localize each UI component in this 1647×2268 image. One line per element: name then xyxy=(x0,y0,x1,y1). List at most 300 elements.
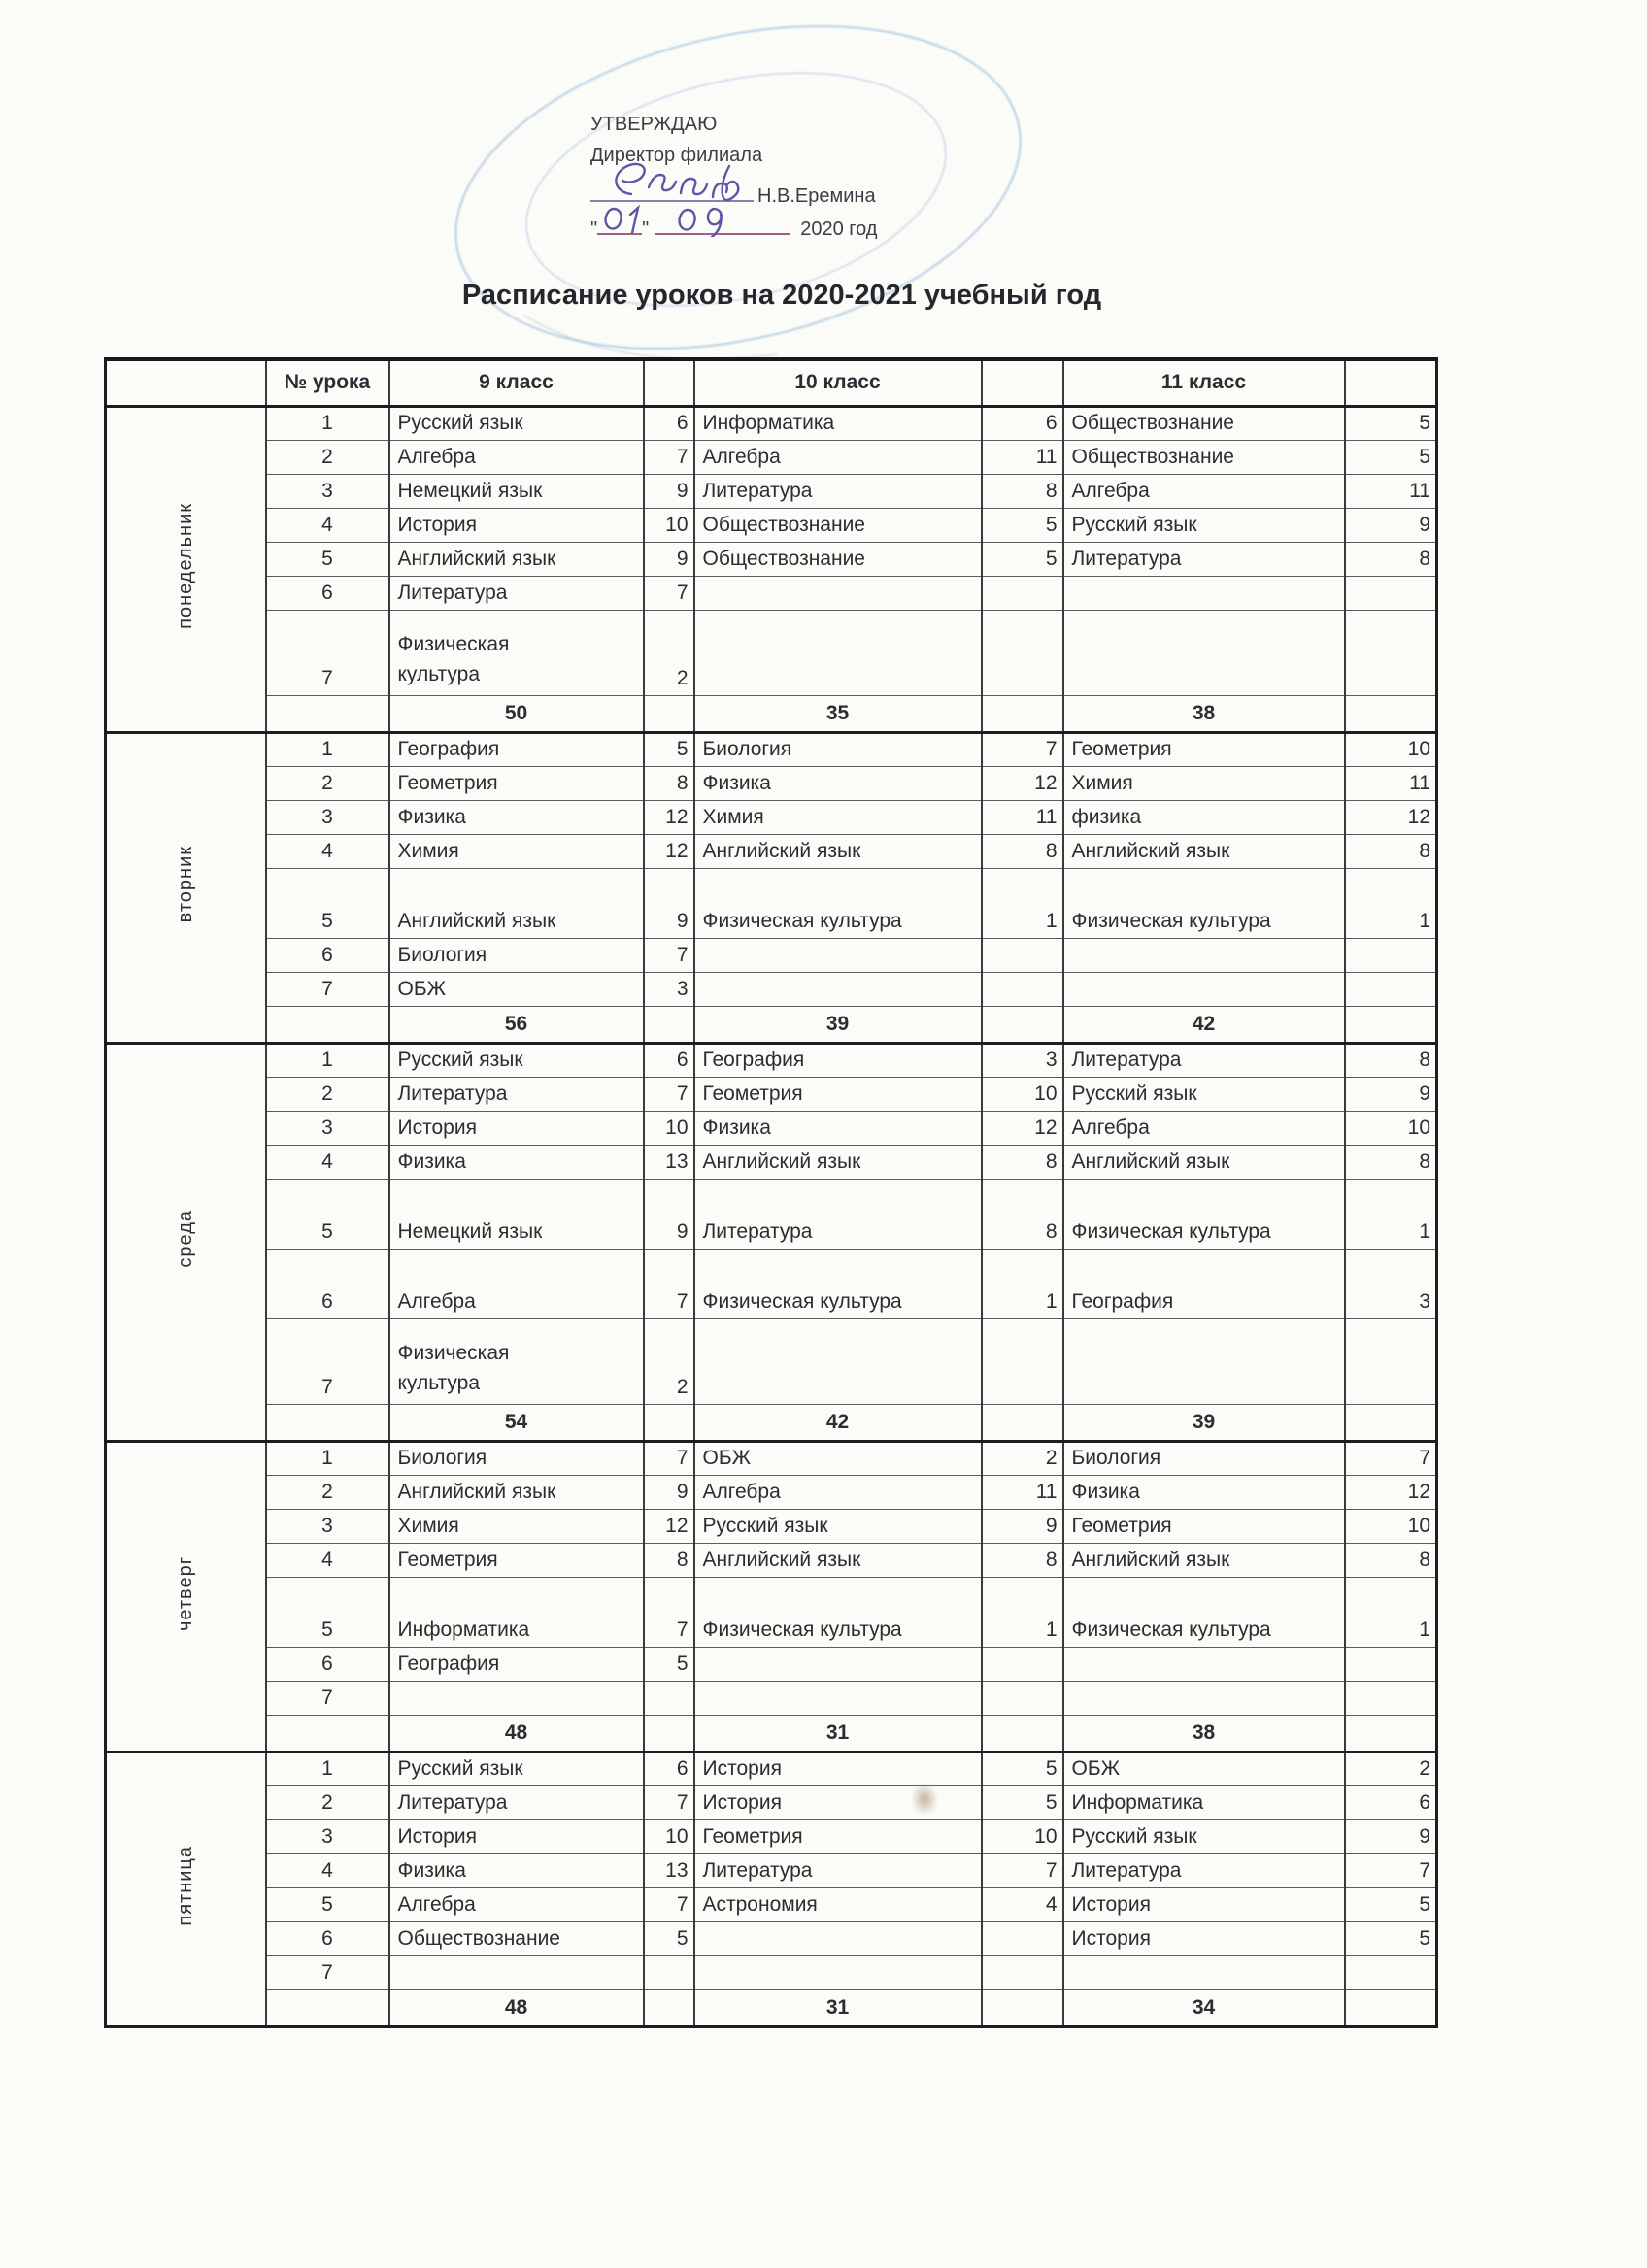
subject-11-cell: Алгебра xyxy=(1063,1111,1345,1145)
schedule-row xyxy=(106,834,1437,868)
subject-11-cell: ОБЖ xyxy=(1063,1751,1345,1785)
room-header-empty xyxy=(1345,359,1437,406)
schedule-row xyxy=(106,1819,1437,1853)
lesson-number-cell: 3 xyxy=(266,800,389,834)
col-header-grade11: 11 класс xyxy=(1063,359,1345,406)
room-9-cell: 7 xyxy=(644,938,694,972)
lesson-number-cell: 2 xyxy=(266,1077,389,1111)
room-10-cell: 6 xyxy=(982,406,1063,440)
room-10-cell: 12 xyxy=(982,1111,1063,1145)
total-grade10: 31 xyxy=(694,1715,982,1751)
room-10-cell: 5 xyxy=(982,508,1063,542)
total-grade9: 50 xyxy=(389,695,644,732)
subject-9-cell: История xyxy=(389,508,644,542)
room-10-cell: 4 xyxy=(982,1887,1063,1921)
room-9-cell: 7 xyxy=(644,1249,694,1318)
room-10-cell xyxy=(982,1681,1063,1715)
total-grade11: 42 xyxy=(1063,1006,1345,1043)
col-header-grade9: 9 класс xyxy=(389,359,644,406)
room-10-cell: 8 xyxy=(982,1145,1063,1179)
col-header-grade10: 10 класс xyxy=(694,359,982,406)
room-11-cell xyxy=(1345,1955,1437,1989)
room-10-cell xyxy=(982,972,1063,1006)
subject-10-cell: ОБЖ xyxy=(694,1441,982,1475)
subject-9-cell xyxy=(389,1955,644,1989)
header-row xyxy=(106,359,1437,406)
subject-10-cell xyxy=(694,1318,982,1404)
day-cell xyxy=(106,406,266,732)
subject-9-cell: Английский язык xyxy=(389,1475,644,1509)
subject-10-cell xyxy=(694,576,982,610)
lesson-number-cell: 2 xyxy=(266,1785,389,1819)
page-title: Расписание уроков на 2020-2021 учебный год xyxy=(461,280,1102,311)
room-9-cell: 9 xyxy=(644,1179,694,1249)
room-10-cell: 5 xyxy=(982,542,1063,576)
totals-empty-cell xyxy=(266,1989,389,2026)
room-9-cell: 9 xyxy=(644,1475,694,1509)
handwritten-day-digits xyxy=(601,204,644,235)
subject-9-cell: Геометрия xyxy=(389,766,644,800)
room-9-cell: 10 xyxy=(644,1819,694,1853)
subject-10-cell: Литература xyxy=(694,1853,982,1887)
subject-11-cell: История xyxy=(1063,1887,1345,1921)
schedule-row xyxy=(106,1077,1437,1111)
schedule-row xyxy=(106,1921,1437,1955)
totals-row xyxy=(106,695,1437,732)
subject-11-cell: Обществознание xyxy=(1063,406,1345,440)
room-11-cell: 11 xyxy=(1345,766,1437,800)
schedule-row xyxy=(106,1441,1437,1475)
subject-11-cell xyxy=(1063,1681,1345,1715)
room-9-cell: 7 xyxy=(644,1887,694,1921)
schedule-row xyxy=(106,938,1437,972)
subject-11-cell xyxy=(1063,1318,1345,1404)
subject-9-cell: Биология xyxy=(389,938,644,972)
totals-empty-cell xyxy=(982,1404,1063,1441)
lesson-number-cell: 1 xyxy=(266,1751,389,1785)
subject-10-cell: История xyxy=(694,1785,982,1819)
total-grade11: 34 xyxy=(1063,1989,1345,2026)
room-9-cell: 6 xyxy=(644,406,694,440)
subject-9-cell: Геометрия xyxy=(389,1543,644,1577)
room-11-cell: 2 xyxy=(1345,1751,1437,1785)
subject-10-cell: Обществознание xyxy=(694,508,982,542)
room-9-cell: 6 xyxy=(644,1043,694,1077)
subject-9-cell: География xyxy=(389,1647,644,1681)
schedule-row xyxy=(106,800,1437,834)
room-11-cell: 3 xyxy=(1345,1249,1437,1318)
room-10-cell: 11 xyxy=(982,800,1063,834)
totals-empty-cell xyxy=(982,1989,1063,2026)
subject-9-cell: Русский язык xyxy=(389,1751,644,1785)
subject-10-cell: Информатика xyxy=(694,406,982,440)
room-9-cell: 2 xyxy=(644,610,694,695)
totals-empty-cell xyxy=(644,1404,694,1441)
room-11-cell: 8 xyxy=(1345,1043,1437,1077)
room-header-empty xyxy=(982,359,1063,406)
room-10-cell xyxy=(982,1955,1063,1989)
subject-10-cell: Биология xyxy=(694,732,982,766)
room-10-cell: 5 xyxy=(982,1751,1063,1785)
lesson-number-cell: 7 xyxy=(266,972,389,1006)
room-9-cell: 8 xyxy=(644,766,694,800)
subject-9-cell: Физика xyxy=(389,1145,644,1179)
subject-10-cell: Физика xyxy=(694,1111,982,1145)
room-11-cell: 1 xyxy=(1345,1179,1437,1249)
subject-9-cell: Немецкий язык xyxy=(389,1179,644,1249)
day-block xyxy=(106,406,1437,732)
subject-11-cell: Химия xyxy=(1063,766,1345,800)
room-10-cell: 8 xyxy=(982,474,1063,508)
room-11-cell: 5 xyxy=(1345,1887,1437,1921)
totals-empty-cell xyxy=(644,695,694,732)
subject-10-cell: Физическая культура xyxy=(694,1249,982,1318)
subject-11-cell xyxy=(1063,938,1345,972)
subject-11-cell: История xyxy=(1063,1921,1345,1955)
subject-10-cell: Химия xyxy=(694,800,982,834)
subject-11-cell xyxy=(1063,576,1345,610)
day-label: среда xyxy=(174,1210,196,1268)
room-10-cell: 11 xyxy=(982,440,1063,474)
room-9-cell: 13 xyxy=(644,1145,694,1179)
subject-10-cell: Английский язык xyxy=(694,1145,982,1179)
room-11-cell xyxy=(1345,1681,1437,1715)
room-10-cell: 9 xyxy=(982,1509,1063,1543)
subject-10-cell: Английский язык xyxy=(694,834,982,868)
schedule-row xyxy=(106,972,1437,1006)
total-grade9: 48 xyxy=(389,1989,644,2026)
room-11-cell: 9 xyxy=(1345,508,1437,542)
day-cell xyxy=(106,1043,266,1441)
subject-10-cell xyxy=(694,610,982,695)
lesson-number-cell: 4 xyxy=(266,508,389,542)
schedule-row xyxy=(106,474,1437,508)
col-header-lesson: № урока xyxy=(266,359,389,406)
subject-10-cell: Литература xyxy=(694,474,982,508)
room-9-cell: 9 xyxy=(644,868,694,938)
schedule-row xyxy=(106,1751,1437,1785)
day-label: пятница xyxy=(174,1846,196,1926)
lesson-number-cell: 6 xyxy=(266,576,389,610)
lesson-number-cell: 3 xyxy=(266,474,389,508)
schedule-row xyxy=(106,1475,1437,1509)
totals-empty-cell xyxy=(644,1006,694,1043)
subject-11-cell: География xyxy=(1063,1249,1345,1318)
subject-11-cell: Английский язык xyxy=(1063,1543,1345,1577)
subject-9-cell: Алгебра xyxy=(389,1887,644,1921)
room-header-empty xyxy=(644,359,694,406)
totals-empty-cell xyxy=(266,1404,389,1441)
room-9-cell: 7 xyxy=(644,440,694,474)
room-10-cell: 11 xyxy=(982,1475,1063,1509)
room-9-cell: 10 xyxy=(644,508,694,542)
lesson-number-cell: 1 xyxy=(266,406,389,440)
day-cell xyxy=(106,1441,266,1751)
subject-11-cell: Литература xyxy=(1063,542,1345,576)
schedule-row xyxy=(106,508,1437,542)
day-block xyxy=(106,1751,1437,2026)
room-10-cell xyxy=(982,1318,1063,1404)
room-11-cell xyxy=(1345,610,1437,695)
subject-9-cell: Алгебра xyxy=(389,1249,644,1318)
handwritten-signature xyxy=(602,155,757,206)
lesson-number-cell: 6 xyxy=(266,938,389,972)
lesson-number-cell: 5 xyxy=(266,1577,389,1647)
room-11-cell: 1 xyxy=(1345,1577,1437,1647)
day-block xyxy=(106,1043,1437,1441)
lesson-number-cell: 4 xyxy=(266,1145,389,1179)
room-10-cell: 8 xyxy=(982,1179,1063,1249)
subject-11-cell: Геометрия xyxy=(1063,732,1345,766)
signature-line xyxy=(590,171,754,202)
room-9-cell xyxy=(644,1681,694,1715)
subject-10-cell: Английский язык xyxy=(694,1543,982,1577)
subject-9-cell: Информатика xyxy=(389,1577,644,1647)
room-11-cell: 1 xyxy=(1345,868,1437,938)
room-9-cell: 6 xyxy=(644,1751,694,1785)
paper-stain xyxy=(911,1783,938,1816)
subject-9-cell: История xyxy=(389,1819,644,1853)
subject-10-cell: Алгебра xyxy=(694,1475,982,1509)
room-10-cell: 2 xyxy=(982,1441,1063,1475)
schedule-row xyxy=(106,1577,1437,1647)
lesson-number-cell: 2 xyxy=(266,440,389,474)
lesson-number-cell: 7 xyxy=(266,610,389,695)
room-10-cell: 7 xyxy=(982,1853,1063,1887)
totals-empty-cell xyxy=(266,1006,389,1043)
room-11-cell xyxy=(1345,576,1437,610)
lesson-number-cell: 2 xyxy=(266,1475,389,1509)
subject-10-cell: Физическая культура xyxy=(694,868,982,938)
room-9-cell: 13 xyxy=(644,1853,694,1887)
subject-11-cell: Русский язык xyxy=(1063,508,1345,542)
subject-9-cell-text: Физическая культура xyxy=(397,1341,510,1394)
subject-10-cell: Геометрия xyxy=(694,1819,982,1853)
total-grade11: 39 xyxy=(1063,1404,1345,1441)
day-label: четверг xyxy=(174,1555,196,1631)
totals-empty-cell xyxy=(982,1715,1063,1751)
handwritten-day xyxy=(597,208,642,235)
subject-10-cell xyxy=(694,938,982,972)
subject-9-cell xyxy=(389,1318,644,1404)
subject-10-cell xyxy=(694,972,982,1006)
subject-11-cell xyxy=(1063,610,1345,695)
subject-10-cell: Русский язык xyxy=(694,1509,982,1543)
subject-10-cell xyxy=(694,1681,982,1715)
subject-11-cell: Английский язык xyxy=(1063,834,1345,868)
schedule-row xyxy=(106,766,1437,800)
lesson-number-cell: 1 xyxy=(266,1043,389,1077)
room-9-cell: 10 xyxy=(644,1111,694,1145)
schedule-row xyxy=(106,1955,1437,1989)
day-label: вторник xyxy=(174,846,196,923)
total-grade10: 35 xyxy=(694,695,982,732)
subject-11-cell: Английский язык xyxy=(1063,1145,1345,1179)
subject-11-cell: Обществознание xyxy=(1063,440,1345,474)
room-9-cell: 12 xyxy=(644,800,694,834)
totals-empty-cell xyxy=(1345,1006,1437,1043)
lesson-number-cell: 1 xyxy=(266,1441,389,1475)
room-9-cell: 12 xyxy=(644,1509,694,1543)
room-10-cell: 5 xyxy=(982,1785,1063,1819)
total-grade11: 38 xyxy=(1063,1715,1345,1751)
subject-10-cell: Обществознание xyxy=(694,542,982,576)
lesson-number-cell: 6 xyxy=(266,1249,389,1318)
room-9-cell: 9 xyxy=(644,474,694,508)
subject-11-cell: Литература xyxy=(1063,1853,1345,1887)
room-9-cell: 7 xyxy=(644,576,694,610)
lesson-number-cell: 4 xyxy=(266,1543,389,1577)
totals-empty-cell xyxy=(1345,695,1437,732)
schedule-row xyxy=(106,440,1437,474)
subject-11-cell: Русский язык xyxy=(1063,1077,1345,1111)
subject-9-cell: Химия xyxy=(389,834,644,868)
totals-empty-cell xyxy=(982,1006,1063,1043)
room-11-cell: 7 xyxy=(1345,1853,1437,1887)
subject-9-cell: Английский язык xyxy=(389,542,644,576)
day-cell xyxy=(106,1751,266,2026)
subject-9-cell xyxy=(389,1681,644,1715)
room-11-cell: 7 xyxy=(1345,1441,1437,1475)
subject-11-cell: Физическая культура xyxy=(1063,868,1345,938)
room-10-cell: 7 xyxy=(982,732,1063,766)
handwritten-month xyxy=(655,208,790,235)
subject-9-cell: История xyxy=(389,1111,644,1145)
schedule-row xyxy=(106,542,1437,576)
lesson-number-cell: 6 xyxy=(266,1647,389,1681)
room-9-cell: 7 xyxy=(644,1077,694,1111)
subject-11-cell: Физика xyxy=(1063,1475,1345,1509)
room-11-cell: 8 xyxy=(1345,1543,1437,1577)
room-10-cell: 8 xyxy=(982,1543,1063,1577)
room-10-cell: 1 xyxy=(982,868,1063,938)
subject-10-cell xyxy=(694,1647,982,1681)
schedule-row xyxy=(106,1179,1437,1249)
totals-empty-cell xyxy=(982,695,1063,732)
room-11-cell: 8 xyxy=(1345,542,1437,576)
subject-9-cell: Биология xyxy=(389,1441,644,1475)
schedule-row xyxy=(106,1785,1437,1819)
room-11-cell: 5 xyxy=(1345,1921,1437,1955)
subject-11-cell: Физическая культура xyxy=(1063,1179,1345,1249)
room-9-cell: 8 xyxy=(644,1543,694,1577)
subject-9-cell: География xyxy=(389,732,644,766)
totals-empty-cell xyxy=(644,1715,694,1751)
total-grade9: 54 xyxy=(389,1404,644,1441)
room-9-cell: 12 xyxy=(644,834,694,868)
subject-10-cell: География xyxy=(694,1043,982,1077)
room-11-cell: 9 xyxy=(1345,1819,1437,1853)
approval-line-2: Директор филиала xyxy=(590,145,763,166)
room-11-cell: 8 xyxy=(1345,1145,1437,1179)
subject-9-cell: Немецкий язык xyxy=(389,474,644,508)
subject-10-cell xyxy=(694,1921,982,1955)
total-grade10: 31 xyxy=(694,1989,982,2026)
totals-row xyxy=(106,1989,1437,2026)
room-10-cell xyxy=(982,1921,1063,1955)
lesson-number-cell: 6 xyxy=(266,1921,389,1955)
room-9-cell: 5 xyxy=(644,1921,694,1955)
room-10-cell: 10 xyxy=(982,1077,1063,1111)
subject-9-cell-text: Физическая культура xyxy=(397,632,510,685)
subject-11-cell: Геометрия xyxy=(1063,1509,1345,1543)
lesson-number-cell: 5 xyxy=(266,1179,389,1249)
schedule-row xyxy=(106,1249,1437,1318)
room-9-cell: 7 xyxy=(644,1441,694,1475)
day-cell xyxy=(106,732,266,1043)
room-11-cell: 9 xyxy=(1345,1077,1437,1111)
room-10-cell xyxy=(982,610,1063,695)
totals-empty-cell xyxy=(1345,1715,1437,1751)
subject-9-cell: Химия xyxy=(389,1509,644,1543)
total-grade10: 39 xyxy=(694,1006,982,1043)
subject-9-cell: Алгебра xyxy=(389,440,644,474)
schedule-row xyxy=(106,576,1437,610)
subject-9-cell: Английский язык xyxy=(389,868,644,938)
schedule-row xyxy=(106,732,1437,766)
schedule-row xyxy=(106,1853,1437,1887)
total-grade9: 48 xyxy=(389,1715,644,1751)
room-11-cell: 5 xyxy=(1345,440,1437,474)
day-block xyxy=(106,732,1437,1043)
subject-9-cell: Литература xyxy=(389,1785,644,1819)
approval-line-1: УТВЕРЖДАЮ xyxy=(590,114,718,135)
lesson-number-cell: 5 xyxy=(266,1887,389,1921)
room-11-cell: 6 xyxy=(1345,1785,1437,1819)
subject-11-cell: Информатика xyxy=(1063,1785,1345,1819)
subject-9-cell: Литература xyxy=(389,1077,644,1111)
room-11-cell: 10 xyxy=(1345,732,1437,766)
subject-10-cell: Астрономия xyxy=(694,1887,982,1921)
room-9-cell: 5 xyxy=(644,732,694,766)
lesson-number-cell: 4 xyxy=(266,1853,389,1887)
room-10-cell: 10 xyxy=(982,1819,1063,1853)
room-9-cell: 9 xyxy=(644,542,694,576)
totals-row xyxy=(106,1006,1437,1043)
total-grade10: 42 xyxy=(694,1404,982,1441)
subject-11-cell: Биология xyxy=(1063,1441,1345,1475)
approver-name: Н.В.Еремина xyxy=(757,185,876,207)
schedule-row xyxy=(106,1543,1437,1577)
totals-empty-cell xyxy=(1345,1989,1437,2026)
schedule-row xyxy=(106,868,1437,938)
room-10-cell: 1 xyxy=(982,1249,1063,1318)
subject-9-cell: Русский язык xyxy=(389,1043,644,1077)
handwritten-month-digits xyxy=(658,204,736,237)
room-10-cell xyxy=(982,1647,1063,1681)
subject-11-cell: Алгебра xyxy=(1063,474,1345,508)
subject-10-cell: История xyxy=(694,1751,982,1785)
subject-9-cell: Литература xyxy=(389,576,644,610)
lesson-number-cell: 5 xyxy=(266,542,389,576)
totals-row xyxy=(106,1715,1437,1751)
subject-9-cell: Физика xyxy=(389,1853,644,1887)
subject-10-cell: Физика xyxy=(694,766,982,800)
room-11-cell: 12 xyxy=(1345,1475,1437,1509)
schedule-row xyxy=(106,1111,1437,1145)
lesson-number-cell: 3 xyxy=(266,1509,389,1543)
subject-10-cell xyxy=(694,1955,982,1989)
subject-9-cell: ОБЖ xyxy=(389,972,644,1006)
subject-10-cell: Физическая культура xyxy=(694,1577,982,1647)
totals-empty-cell xyxy=(1345,1404,1437,1441)
quote-close: " xyxy=(642,218,650,240)
signature-row xyxy=(590,171,877,208)
lesson-number-cell: 2 xyxy=(266,766,389,800)
subject-9-cell xyxy=(389,610,644,695)
schedule-row xyxy=(106,1681,1437,1715)
room-10-cell: 1 xyxy=(982,1577,1063,1647)
